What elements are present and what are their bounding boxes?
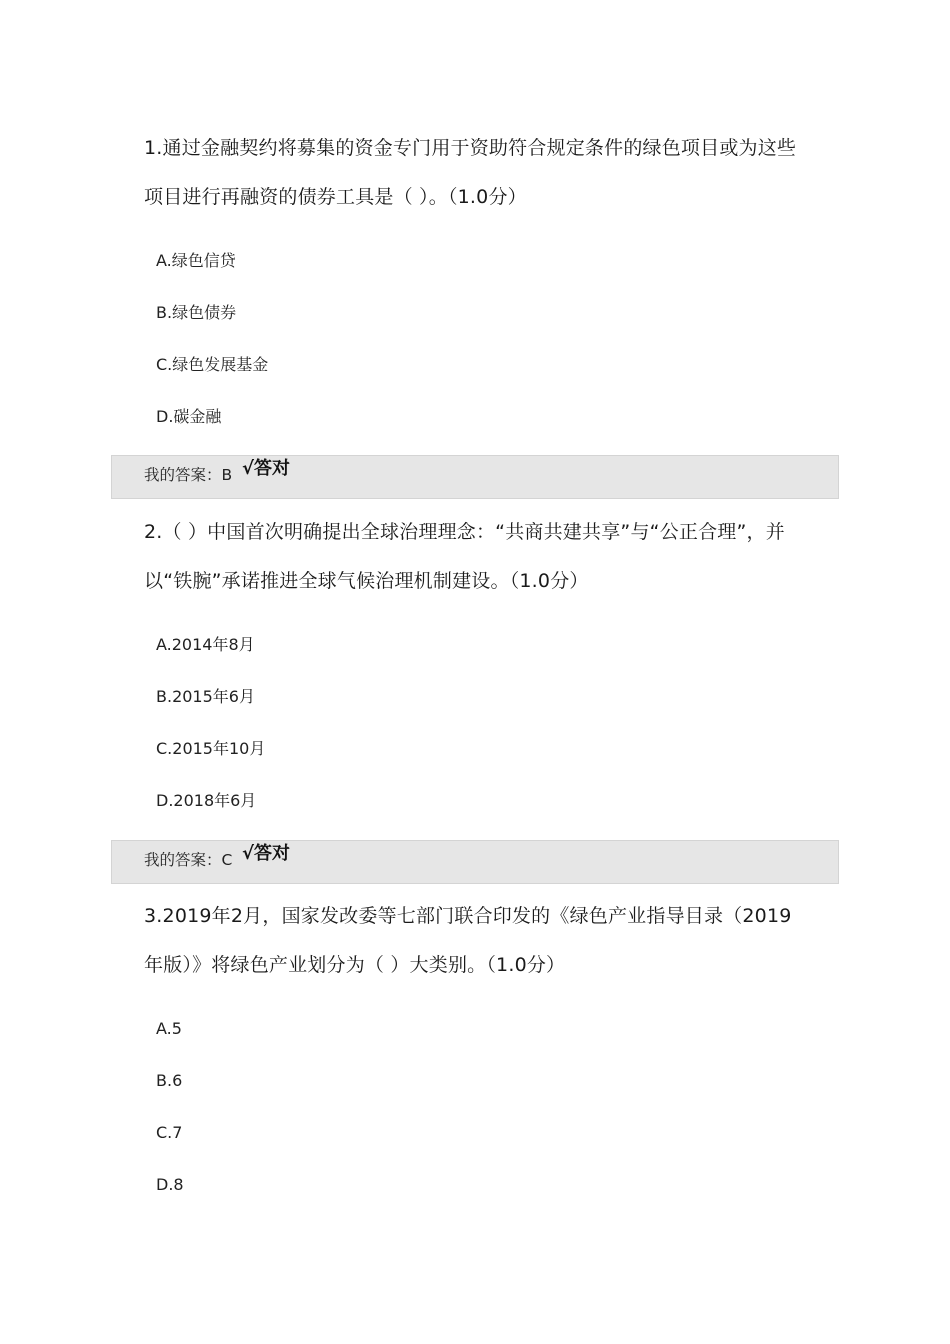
question-1-answer-label: 我的答案：B bbox=[144, 466, 233, 484]
question-1-answer-bar bbox=[111, 455, 839, 499]
question-3-text bbox=[144, 892, 824, 990]
question-3-option-a: A.5 bbox=[156, 1019, 182, 1038]
question-2-option-a: A.2014年8月 bbox=[156, 635, 255, 654]
question-2-answer-bar bbox=[111, 840, 839, 884]
question-2-line-1: 2.（ ）中国首次明确提出全球治理理念：“共商共建共享”与“公正合理”，并 bbox=[144, 521, 785, 543]
question-3-option-d: D.8 bbox=[156, 1175, 184, 1194]
question-3-option-c: C.7 bbox=[156, 1123, 183, 1142]
question-1-line-2: 项目进行再融资的债券工具是（ ）。（1.0分） bbox=[144, 186, 527, 208]
question-1-line-1: 1.通过金融契约将募集的资金专门用于资助符合规定条件的绿色项目或为这些 bbox=[144, 137, 797, 159]
question-2-answer-label: 我的答案：C bbox=[144, 851, 233, 869]
question-2-option-b: B.2015年6月 bbox=[156, 687, 255, 706]
question-2-answer-result: √答对 bbox=[242, 843, 291, 864]
question-1-answer-result: √答对 bbox=[242, 458, 291, 479]
question-3-line-1: 3.2019年2月，国家发改委等七部门联合印发的《绿色产业指导目录（2019 bbox=[144, 905, 792, 927]
question-2-option-c: C.2015年10月 bbox=[156, 739, 266, 758]
question-1-option-c: C.绿色发展基金 bbox=[156, 355, 269, 374]
question-1-option-b: B.绿色债券 bbox=[156, 303, 237, 322]
question-3-line-2: 年版）》将绿色产业划分为（ ）大类别。（1.0分） bbox=[144, 954, 566, 976]
question-2-option-d: D.2018年6月 bbox=[156, 791, 257, 810]
question-2-line-2: 以“铁腕”承诺推进全球气候治理机制建设。（1.0分） bbox=[144, 570, 589, 592]
question-2-text bbox=[144, 508, 824, 606]
question-1-text bbox=[144, 124, 824, 222]
question-3-option-b: B.6 bbox=[156, 1071, 183, 1090]
question-1-option-d: D.碳金融 bbox=[156, 407, 222, 426]
question-1-option-a: A.绿色信贷 bbox=[156, 251, 236, 270]
